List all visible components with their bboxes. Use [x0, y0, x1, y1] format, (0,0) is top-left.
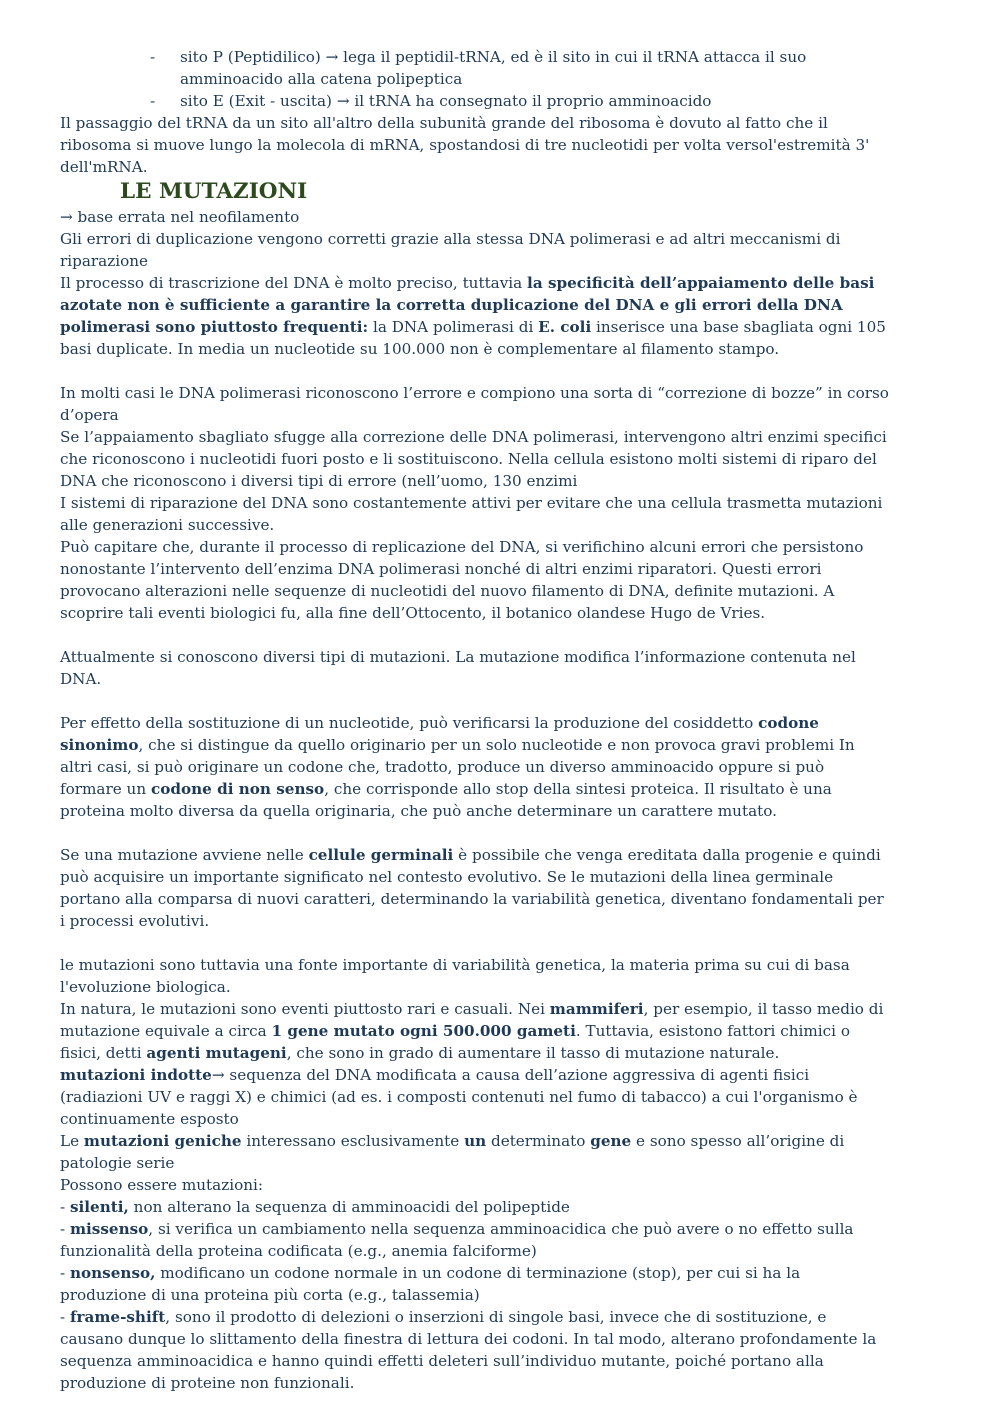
paragraph-base-errata: → base errata nel neofilamento — [60, 208, 300, 226]
text-run: Per effetto della sostituzione di un nucleotide, può verificarsi la produzione del cosiddetto — [60, 714, 759, 732]
text-run: , si verifica un cambiamento nella sequenza amminoacidica che può avere o no effetto sulla funzionalità della proteina codificata (e.g., anemia falciforme) — [60, 1220, 854, 1260]
text-run: . Tuttavia, esistono fattori chimici o fisici, detti — [60, 1022, 850, 1062]
bold-run: codone sinonimo — [60, 714, 819, 754]
paragraph-sistemi-riparazione: I sistemi di riparazione del DNA sono costantemente attivi per evitare che una cellula trasmetta mutazioni alle generazioni successive. — [60, 494, 883, 534]
bold-run: la specificità dell’appaiamento delle basi azotate non è sufficiente a garantire la corretta duplicazione del DNA e gli errori della DNA polimerasi sono piuttosto frequenti: — [60, 274, 875, 336]
bold-run: nonsenso, — [69, 1264, 156, 1282]
bold-run: 1 gene mutato ogni 500.000 gameti — [271, 1022, 576, 1040]
paragraph-fonte-variabilita: le mutazioni sono tuttavia una fonte importante di variabilità genetica, la materia prima su cui di basa l'evoluzione biologica. — [60, 956, 850, 996]
text-run: Se una mutazione avviene nelle — [60, 846, 309, 864]
text-run: e sono spesso all’origine di patologie serie — [60, 1132, 845, 1172]
text-run: → sequenza del DNA modificata a causa dell’azione aggressiva di agenti fisici (radiazioni UV e raggi X) e chimici (ad es. i composti contenuti nel fumo di tabacco) a cui l'organismo è continuamente esposto — [60, 1066, 858, 1128]
bold-run: mutazioni indotte — [60, 1066, 212, 1084]
bold-run: codone di non senso — [150, 780, 325, 798]
paragraph-tipi-mutazioni: Attualmente si conoscono diversi tipi di mutazioni. La mutazione modifica l’informazione contenuta nel DNA. — [60, 648, 856, 688]
paragraph-replicazione-errori: Può capitare che, durante il processo di replicazione del DNA, si verifichino alcuni errori che persistono nonostante l’intervento dell’enzima DNA polimerasi nonché di altri enzimi riparatori. Questi errori provocano alterazioni nelle sequenze di nucleotidi del nuovo filamento di DNA, definite mutazioni. A scoprire tali eventi biologici fu, alla fine dell’Ottocento, il botanico olandese Hugo de Vries. — [60, 538, 864, 622]
text-run: interessano esclusivamente — [241, 1132, 465, 1150]
mutation-type-item — [60, 1262, 890, 1306]
list-item-text: sito P (Peptidilico) → lega il peptidil-tRNA, ed è il sito in cui il tRNA attacca il suo amminoacido alla catena polipeptica — [180, 48, 807, 88]
bold-run: gene — [590, 1132, 632, 1150]
text-run: non alterano la sequenza di amminoacidi del polipeptide — [128, 1198, 570, 1216]
spacer — [60, 360, 890, 382]
text-run: In natura, le mutazioni sono eventi piuttosto rari e casuali. Nei — [60, 1000, 550, 1018]
paragraph-mutazioni-geniche — [60, 1130, 890, 1174]
text-run: inserisce una base sbagliata ogni 105 basi duplicate. In media un nucleotide su 100.000 non è complementare al filamento stampo. — [60, 318, 886, 358]
ribosome-site-list — [60, 46, 890, 112]
text-run: determinato — [486, 1132, 591, 1150]
bullet-dash: - — [150, 92, 156, 110]
text-run: , che si distingue da quello originario per un solo nucleotide e non provoca gravi problemi In altri casi, si può originare un codone che, tradotto, produce un diverso amminoacido oppure si può formare un — [60, 736, 855, 798]
list-item-text: sito E (Exit - uscita) → il tRNA ha consegnato il proprio amminoacido — [180, 92, 712, 110]
text-run: - — [60, 1220, 70, 1238]
bold-run: agenti mutageni — [146, 1044, 287, 1062]
text-run: , che sono in grado di aumentare il tasso di mutazione naturale. — [286, 1044, 780, 1062]
text-run: , sono il prodotto di delezioni o inserzioni di singole basi, invece che di sostituzione, e causano dunque lo slittamento della finestra di lettura dei codoni. In tal modo, alterano profondamente la sequenza amminoacidica e hanno quindi effetti deleteri sull’individuo mutante, poiché portano alla produzione di proteine non funzionali. — [60, 1308, 877, 1392]
paragraph-mutazioni-indotte — [60, 1064, 890, 1130]
text-run: - — [60, 1308, 70, 1326]
bold-run: cellule germinali — [308, 846, 454, 864]
spacer — [60, 690, 890, 712]
text-run: Le — [60, 1132, 84, 1150]
paragraph-possono-essere: Possono essere mutazioni: — [60, 1176, 263, 1194]
text-run: modificano un codone normale in un codone di terminazione (stop), per cui si ha la produzione di una proteina più corta (e.g., talassemia) — [60, 1264, 801, 1304]
spacer — [60, 822, 890, 844]
list-item — [60, 46, 890, 90]
paragraph-correzione-bozze: In molti casi le DNA polimerasi riconoscono l’errore e compiono una sorta di “correzione di bozze” in corso d’opera — [60, 384, 889, 424]
bold-run: E. coli — [538, 318, 592, 336]
bold-run: frame-shift — [69, 1308, 166, 1326]
mutation-type-item — [60, 1196, 890, 1218]
bold-run: un — [464, 1132, 487, 1150]
paragraph-sostituzione — [60, 712, 890, 822]
text-run: Il processo di trascrizione del DNA è molto preciso, tuttavia — [60, 274, 528, 292]
paragraph-errori-duplicazione: Gli errori di duplicazione vengono corretti grazie alla stessa DNA polimerasi e ad altri meccanismi di riparazione — [60, 230, 841, 270]
list-item — [60, 90, 890, 112]
section-heading: LE MUTAZIONI — [120, 179, 308, 204]
text-run: è possibile che venga ereditata dalla progenie e quindi può acquisire un importante significato nel contesto evolutivo. Se le mutazioni della linea germinale portano alla comparsa di nuovi caratteri, determinando la variabilità genetica, diventano fondamentali per i processi evolutivi. — [60, 846, 884, 930]
bold-run: missenso — [69, 1220, 149, 1238]
bold-run: silenti, — [69, 1198, 129, 1216]
paragraph-trascrizione — [60, 272, 890, 360]
text-run: la DNA polimerasi di — [368, 318, 539, 336]
text-run: , che corrisponde allo stop della sintesi proteica. Il risultato è una proteina molto diversa da quella originaria, che può anche determinare un carattere mutato. — [60, 780, 832, 820]
text-run: , per esempio, il tasso medio di mutazione equivale a circa — [60, 1000, 884, 1040]
mutation-type-item — [60, 1306, 890, 1394]
spacer — [60, 624, 890, 646]
bold-run: mammiferi — [549, 1000, 644, 1018]
text-run: - — [60, 1264, 70, 1282]
spacer — [60, 932, 890, 954]
document-page — [60, 46, 890, 1394]
paragraph-cellule-germinali — [60, 844, 890, 932]
bullet-dash: - — [150, 48, 156, 66]
paragraph-enzimi: Se l’appaiamento sbagliato sfugge alla correzione delle DNA polimerasi, intervengono altri enzimi specifici che riconoscono i nucleotidi fuori posto e li sostituiscono. Nella cellula esistono molti sistemi di riparo del DNA che riconoscono i diversi tipi di errore (nell’uomo, 130 enzimi — [60, 428, 887, 490]
paragraph-trna-passage: Il passaggio del tRNA da un sito all'altro della subunità grande del ribosoma è dovuto al fatto che il ribosoma si muove lungo la molecola di mRNA, spostandosi di tre nucleotidi per volta versol'estremità 3' dell'mRNA. — [60, 114, 870, 176]
paragraph-natura — [60, 998, 890, 1064]
bold-run: mutazioni geniche — [83, 1132, 242, 1150]
text-run: - — [60, 1198, 70, 1216]
mutation-type-item — [60, 1218, 890, 1262]
